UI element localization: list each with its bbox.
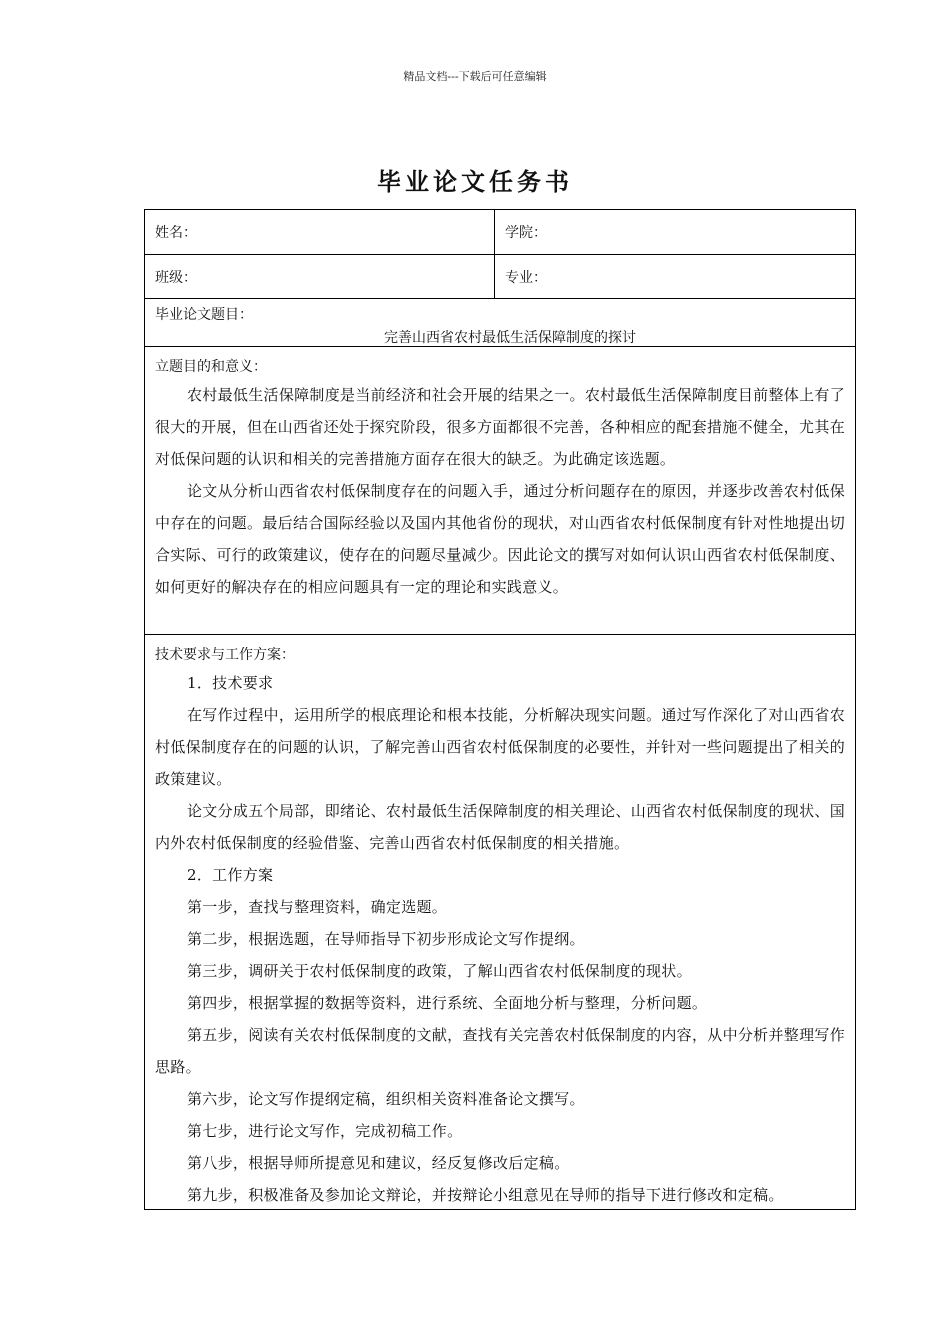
topic-value: 完善山西省农村最低生活保障制度的探讨 [384,330,636,346]
purpose-paragraph: 论文从分析山西省农村低保制度存在的问题入手，通过分析问题存在的原因，并逐步改善农村低保中存在的问题。最后结合国际经验以及国内其他省份的现状，对山西省农村低保制度有针对性地提出切合实际、可行的政策建议，使存在的问题尽量减少。因此论文的撰写对如何认识山西省农村低保制度、如何更好的解决存在的相应问题具有一定的理论和实践意义。 [155,482,845,596]
topic-section [145,299,855,346]
plan-step: 第三步，调研关于农村低保制度的政策，了解山西省农村低保制度的现状。 [187,962,692,980]
row-name-college [145,210,855,255]
name-field: 姓名： [145,210,495,254]
topic-label: 毕业论文题目： [155,307,253,323]
plan-step: 第一步，查找与整理资料，确定选题。 [187,898,448,916]
plan-heading: 2．工作方案 [187,866,274,884]
req-paragraph: 论文分成五个局部，即绪论、农村最低生活保障制度的相关理论、山西省农村低保制度的现状、国内外农村低保制度的经验借鉴、完善山西省农村低保制度的相关措施。 [155,802,845,852]
purpose-section [145,347,855,634]
req-heading: 1．技术要求 [187,674,274,692]
college-field: 学院： [505,225,547,241]
row-purpose [145,347,855,635]
row-class-major [145,255,855,299]
plan-step: 第六步，论文写作提纲定稿，组织相关资料准备论文撰写。 [187,1090,585,1108]
purpose-paragraph: 农村最低生活保障制度是当前经济和社会开展的结果之一。农村最低生活保障制度目前整体上有了很大的开展，但在山西省还处于探究阶段，很多方面都很不完善，各种相应的配套措施不健全，尤其在对低保问题的认识和相关的完善措施方面存在很大的缺乏。为此确定该选题。 [155,386,845,468]
page-title: 毕业论文任务书 [377,167,573,196]
tech-label: 技术要求与工作方案： [155,647,295,663]
plan-step: 第七步，进行论文写作，完成初稿工作。 [187,1122,463,1140]
plan-step: 第八步，根据导师所提意见和建议，经反复修改后定稿。 [187,1154,570,1172]
header-note: 精品文档---下载后可任意编辑 [403,70,547,83]
class-field: 班级： [145,255,495,298]
plan-step: 第四步，根据掌握的数据等资料，进行系统、全面地分析与整理，分析问题。 [187,994,708,1012]
purpose-label: 立题目的和意义： [155,359,267,375]
row-topic [145,299,855,347]
task-form-table [144,209,856,1210]
plan-step: 第五步，阅读有关农村低保制度的文献，查找有关完善农村低保制度的内容，从中分析并整理写作思路。 [155,1026,845,1076]
plan-step: 第二步，根据选题，在导师指导下初步形成论文写作提纲。 [187,930,585,948]
tech-section [145,635,855,1209]
req-paragraph: 在写作过程中，运用所学的根底理论和根本技能，分析解决现实问题。通过写作深化了对山西省农村低保制度存在的问题的认识，了解完善山西省农村低保制度的必要性，并针对一些问题提出了相关的政策建议。 [155,706,845,788]
major-field: 专业： [505,269,547,286]
row-tech [145,635,855,1209]
plan-step: 第九步，积极准备及参加论文辩论，并按辩论小组意见在导师的指导下进行修改和定稿。 [187,1186,784,1204]
